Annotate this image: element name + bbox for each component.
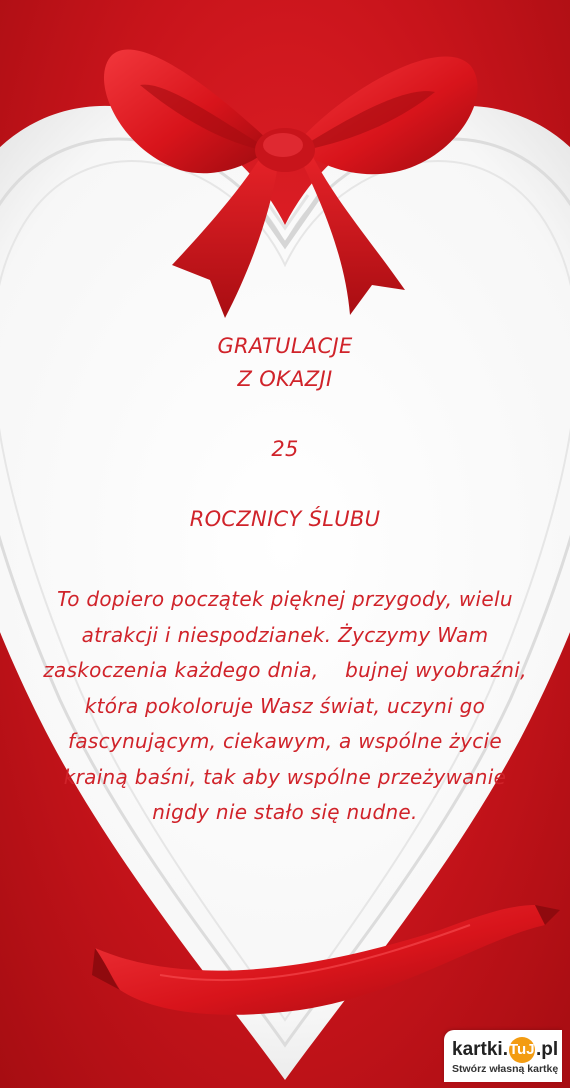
card-title-line1: GRATULACJE xyxy=(217,334,353,358)
occasion-text: ROCZNICY ŚLUBU xyxy=(189,507,381,531)
greeting-message: To dopiero początek pięknej przygody, wielu atrakcji i niespodzianek. Życzymy Wam zaskoczenia każdego dnia, bujnej wyobraźni, która pokoloruje Wasz świat, uczyni go fascynującym, ciekawym, a wspólne życie krainą baśni, tak aby wspólne przeżywanie nigdy nie stało się nudne. xyxy=(43,587,534,824)
card-title-line2: Z OKAZJI xyxy=(237,367,333,391)
brand-name-start: kartki. xyxy=(452,1039,508,1060)
brand-name-badge: TuJa xyxy=(509,1037,535,1063)
brand-tagline: Stwórz własną kartkę xyxy=(452,1063,559,1075)
brand-name-end: .pl xyxy=(535,1039,559,1060)
anniversary-number: 25 xyxy=(271,437,299,461)
brand-name xyxy=(452,1037,558,1063)
brand-logo-link[interactable] xyxy=(444,1030,562,1082)
